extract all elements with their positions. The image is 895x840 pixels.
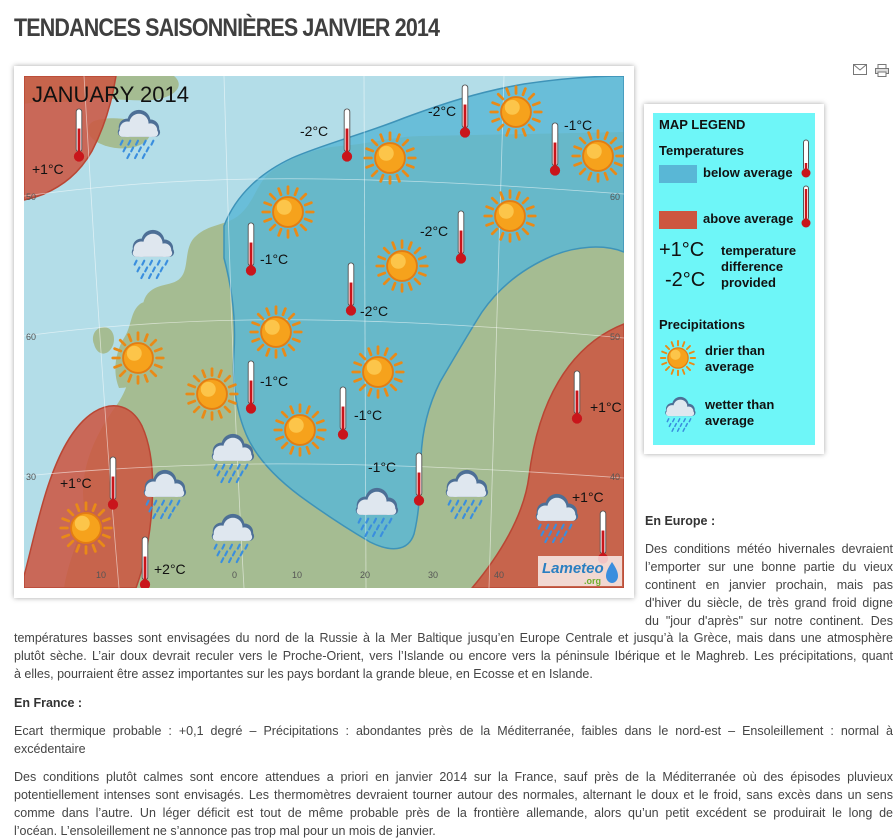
sun-icon — [485, 191, 535, 241]
svg-text:40: 40 — [494, 570, 505, 580]
svg-text:10: 10 — [292, 570, 303, 580]
paragraph-line: températures basses sont envisagées du nord de la Russie à la Mer Baltique jusqu’en Europe Centrale et jusqu’à la Grèce, mais dans une atmosphère — [14, 631, 893, 645]
europe-line: l’emporter sur une bonne partie du vieux — [645, 560, 893, 574]
sun-icon — [353, 347, 403, 397]
temp-label: -1°C — [260, 251, 289, 267]
page-title: TENDANCES SAISONNIÈRES JANVIER 2014 — [14, 14, 440, 42]
temp-label: +2°C — [154, 561, 186, 577]
svg-text:Lameteo: Lameteo — [542, 560, 604, 577]
legend-drier: drier than average — [705, 343, 765, 374]
europe-line: du "jour d'après" sur notre continent. Des — [645, 614, 893, 628]
envelope-icon[interactable] — [853, 64, 867, 75]
sun-icon — [263, 187, 313, 237]
sun-icon — [61, 503, 111, 553]
svg-text:50: 50 — [26, 192, 37, 202]
above-average-swatch — [659, 211, 697, 229]
svg-text:0: 0 — [232, 570, 238, 580]
paragraph-line: Ecart thermique probable : +0,1 degré – Précipitations : abondantes près de la Méditerranée, faibles dans le nord-est – Ensoleillement : normal à — [14, 724, 893, 738]
temp-label: -1°C — [354, 407, 383, 423]
temp-label: +1°C — [590, 399, 622, 415]
map-title: JANUARY 2014 — [32, 82, 189, 107]
svg-text:40: 40 — [610, 472, 621, 482]
europe-heading: En Europe : — [645, 514, 716, 528]
sun-icon — [573, 131, 623, 181]
forecast-map-figure — [14, 66, 634, 598]
france-paragraph — [14, 768, 893, 840]
france-heading-block — [14, 694, 893, 712]
svg-text:20: 20 — [360, 570, 371, 580]
thermometer-low-icon — [800, 139, 812, 179]
paragraph-line: excédentaire — [14, 742, 86, 756]
europe-line: continent en janvier prochain, mais pas — [645, 578, 893, 592]
temp-label: -2°C — [300, 123, 329, 139]
legend-difference-text: temperature difference provided — [721, 243, 797, 290]
europe-paragraph — [14, 629, 893, 683]
svg-text:30: 30 — [428, 570, 439, 580]
thermometer-high-icon — [800, 185, 812, 229]
svg-text:50: 50 — [610, 332, 621, 342]
legend-precipitations-heading: Precipitations — [659, 317, 745, 332]
europe-forecast-map — [24, 76, 624, 588]
france-heading: En France : — [14, 696, 83, 710]
paragraph-line: potentiellement intenses sont envisagés. Les thermomètres devraient tourner autour des normales, alternant le doux et le froid, sans excès dans un sens — [14, 788, 893, 802]
europe-line: d'hiver du siècle, de très grand froid digne — [645, 596, 893, 610]
svg-text:10: 10 — [96, 570, 107, 580]
legend-wetter: wetter than average — [705, 397, 775, 428]
article-tools — [853, 64, 889, 77]
temp-label: +1°C — [60, 475, 92, 491]
legend-temperatures-heading: Temperatures — [659, 143, 745, 158]
sun-icon — [365, 133, 415, 183]
paragraph-line: comme dans l’autre. Un léger déficit est tout de même probable près de la frontière allemande, alors qu’un petit excédent se produirait le long de — [14, 806, 893, 820]
rain-cloud-icon — [657, 395, 701, 433]
below-average-swatch — [659, 165, 697, 183]
legend-plus-one: +1°C — [659, 239, 705, 261]
sun-icon — [377, 241, 427, 291]
legend-below-average: below average — [703, 165, 793, 180]
map-legend-card — [644, 104, 824, 454]
sun-icon — [251, 307, 301, 357]
map-legend — [653, 113, 815, 445]
legend-minus-two: -2°C — [665, 269, 706, 291]
sun-icon — [187, 369, 237, 419]
temp-label: -1°C — [260, 373, 289, 389]
sun-icon — [275, 405, 325, 455]
svg-text:60: 60 — [610, 192, 621, 202]
legend-above-average: above average — [703, 211, 794, 226]
temp-label: -2°C — [428, 103, 457, 119]
sun-icon — [491, 87, 541, 137]
temp-label: -2°C — [420, 223, 449, 239]
sun-icon — [659, 339, 697, 377]
lameteo-logo — [538, 556, 622, 586]
paragraph-line: à elles, pourraient être assez importantes sur les pays bordant la grande bleue, en Ecosse et en Islande. — [14, 667, 593, 681]
svg-text:.org: .org — [584, 576, 601, 586]
temp-label: -2°C — [360, 303, 389, 319]
paragraph-line: plutôt sèche. L’air doux devrait reculer vers le Proche-Orient, vers l’Islande ou encore vers la péninsule Ibérique et le Maghreb. Les précipitations, quant — [14, 649, 893, 663]
temp-label: +1°C — [32, 161, 64, 177]
europe-intro — [645, 512, 893, 630]
temp-label: -1°C — [368, 459, 397, 475]
paragraph-line: l’océan. L’ensoleillement ne s’annonce pas trop mal pour un mois de janvier. — [14, 824, 436, 838]
sun-icon — [113, 333, 163, 383]
paragraph-line: Des conditions plutôt calmes sont encore attendues a priori en janvier 2014 sur la France, sauf près de la Méditerranée où des épisodes pluvieux — [14, 770, 893, 784]
europe-line: Des conditions météo hivernales devraient — [645, 542, 893, 556]
france-summary — [14, 722, 893, 758]
legend-title: MAP LEGEND — [659, 117, 746, 132]
temp-label: +1°C — [572, 489, 604, 505]
printer-icon[interactable] — [875, 64, 889, 77]
svg-text:60: 60 — [26, 332, 37, 342]
svg-text:30: 30 — [26, 472, 37, 482]
temp-label: -1°C — [564, 117, 593, 133]
